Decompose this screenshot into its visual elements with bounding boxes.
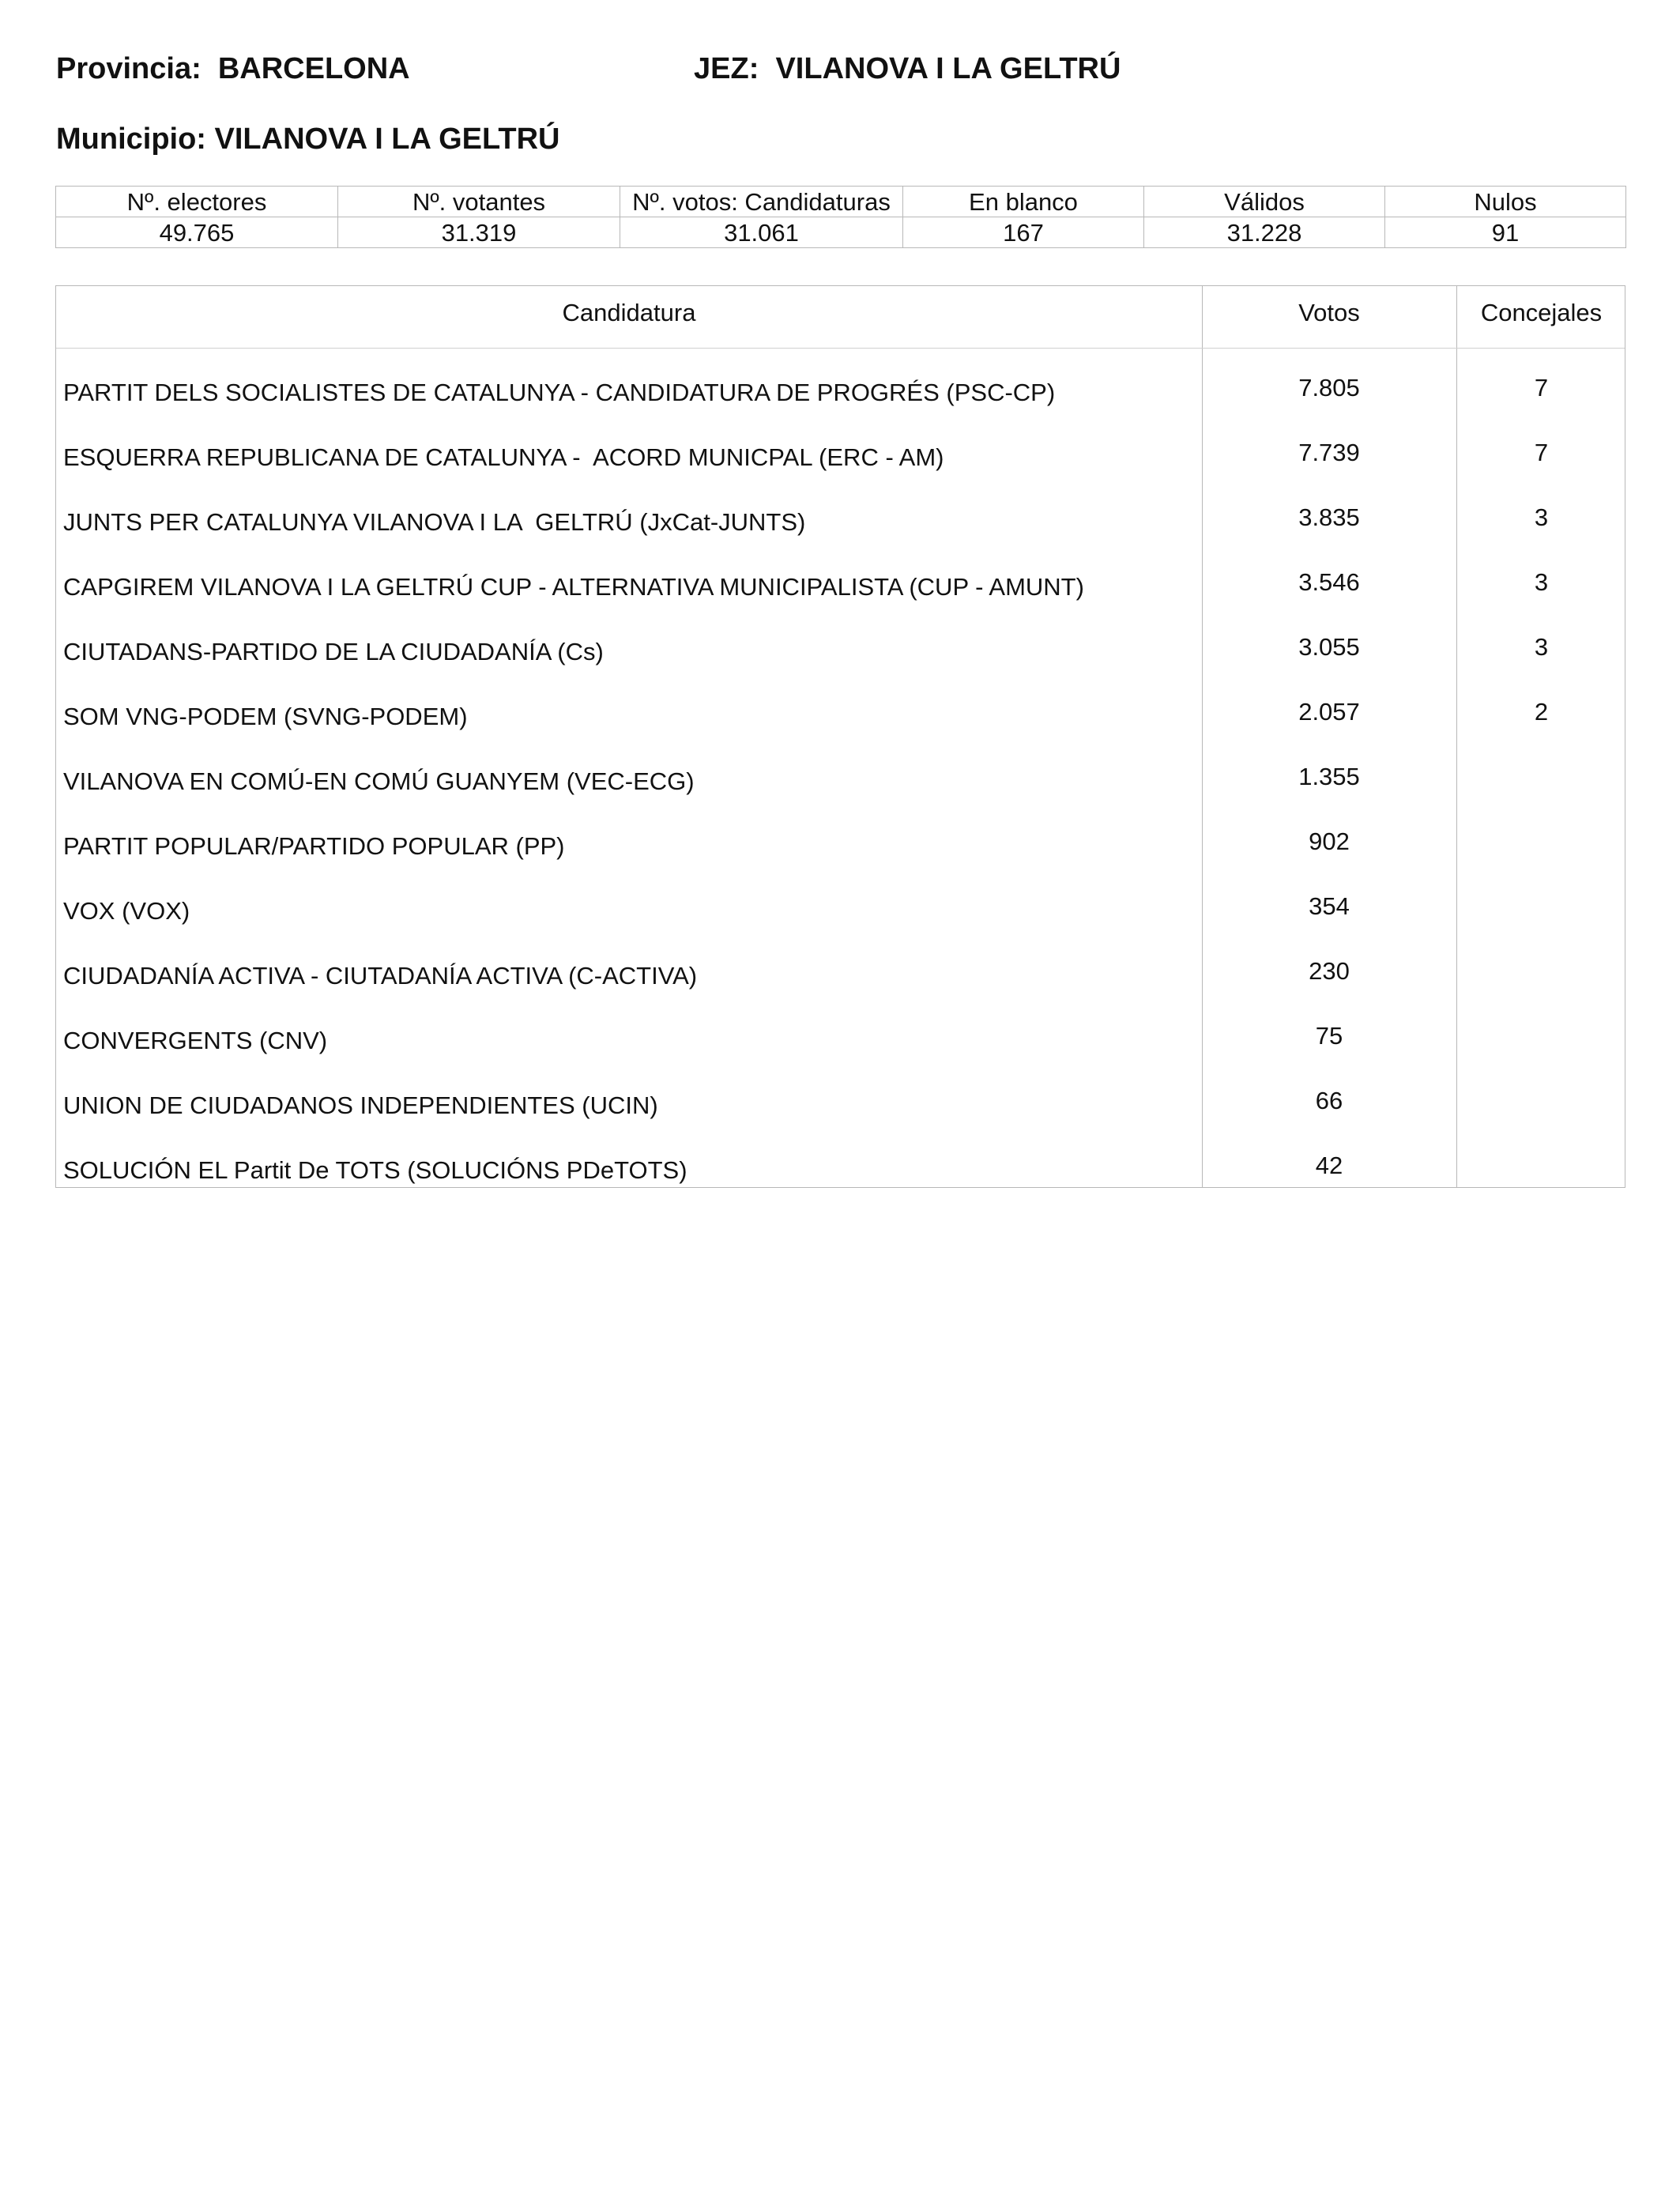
summary-header-votantes: Nº. votantes <box>338 187 620 217</box>
candidatura-name: JUNTS PER CATALUNYA VILANOVA I LA GELTRÚ (JxCat-JUNTS) <box>63 508 806 536</box>
summary-header-votos-candidaturas: Nº. votos: Candidaturas <box>620 187 903 217</box>
votos-value: 902 <box>1309 827 1350 855</box>
results-rows <box>56 352 1625 1195</box>
votos-value: 66 <box>1315 1087 1343 1114</box>
candidatura-name: PARTIT DELS SOCIALISTES DE CATALUNYA - CANDIDATURA DE PROGRÉS (PSC-CP) <box>63 379 1056 406</box>
concejales-value: 2 <box>1534 698 1549 726</box>
summary-value-en-blanco: 167 <box>903 217 1144 248</box>
table-row <box>56 677 1625 741</box>
summary-header-row <box>56 187 1626 217</box>
table-row <box>56 741 1625 806</box>
votos-value: 3.835 <box>1298 503 1360 531</box>
candidatura-name: SOM VNG-PODEM (SVNG-PODEM) <box>63 703 468 730</box>
header-divider <box>56 348 1625 349</box>
votos-value: 354 <box>1309 892 1350 920</box>
votos-value: 42 <box>1315 1152 1343 1179</box>
votos-value: 2.057 <box>1298 698 1360 726</box>
concejales-value: 3 <box>1534 568 1549 596</box>
table-row <box>56 1130 1625 1195</box>
summary-header-en-blanco: En blanco <box>903 187 1144 217</box>
table-row <box>56 352 1625 417</box>
votos-value: 3.055 <box>1298 633 1360 661</box>
candidatura-name: CONVERGENTS (CNV) <box>63 1027 328 1054</box>
candidatura-name: CAPGIREM VILANOVA I LA GELTRÚ CUP - ALTERNATIVA MUNICIPALISTA (CUP - AMUNT) <box>63 573 1084 601</box>
votos-value: 7.805 <box>1298 374 1360 401</box>
summary-header-nulos: Nulos <box>1385 187 1626 217</box>
votos-value: 75 <box>1315 1022 1343 1050</box>
summary-value-votantes: 31.319 <box>338 217 620 248</box>
provincia-heading: Provincia: BARCELONA <box>56 52 410 85</box>
table-row <box>56 1065 1625 1130</box>
column-header-votos: Votos <box>1298 299 1360 326</box>
votos-value: 7.739 <box>1298 439 1360 466</box>
candidatura-name: ESQUERRA REPUBLICANA DE CATALUNYA - ACORD MUNICPAL (ERC - AM) <box>63 443 944 471</box>
summary-value-validos: 31.228 <box>1144 217 1385 248</box>
candidatura-name: VILANOVA EN COMÚ-EN COMÚ GUANYEM (VEC-ECG) <box>63 767 695 795</box>
table-row <box>56 936 1625 1001</box>
votos-value: 3.546 <box>1298 568 1360 596</box>
summary-header-validos: Válidos <box>1144 187 1385 217</box>
municipio-heading: Municipio: VILANOVA I LA GELTRÚ <box>56 123 560 156</box>
table-row <box>56 417 1625 482</box>
concejales-value: 3 <box>1534 633 1549 661</box>
column-header-candidatura: Candidatura <box>562 299 696 326</box>
table-row <box>56 806 1625 871</box>
summary-value-votos-candidaturas: 31.061 <box>620 217 903 248</box>
concejales-value: 7 <box>1534 374 1549 401</box>
summary-value-row <box>56 217 1626 248</box>
candidatura-name: PARTIT POPULAR/PARTIDO POPULAR (PP) <box>63 832 565 860</box>
concejales-value: 7 <box>1534 439 1549 466</box>
table-row <box>56 1001 1625 1065</box>
table-row <box>56 482 1625 547</box>
jez-heading: JEZ: VILANOVA I LA GELTRÚ <box>694 52 1121 85</box>
table-row <box>56 547 1625 612</box>
candidatura-name: VOX (VOX) <box>63 897 190 925</box>
candidatura-name: CIUDADANÍA ACTIVA - CIUTADANÍA ACTIVA (C-ACTIVA) <box>63 962 698 990</box>
candidatura-name: CIUTADANS-PARTIDO DE LA CIUDADANÍA (Cs) <box>63 638 604 665</box>
column-header-concejales: Concejales <box>1480 299 1603 326</box>
summary-value-nulos: 91 <box>1385 217 1626 248</box>
candidatura-name: SOLUCIÓN EL Partit De TOTS (SOLUCIÓNS PDeTOTS) <box>63 1156 687 1184</box>
table-row <box>56 871 1625 936</box>
candidatura-name: UNION DE CIUDADANOS INDEPENDIENTES (UCIN) <box>63 1091 658 1119</box>
votos-value: 230 <box>1309 957 1350 985</box>
summary-header-electores: Nº. electores <box>56 187 338 217</box>
summary-value-electores: 49.765 <box>56 217 338 248</box>
results-table <box>55 285 1625 1188</box>
votos-value: 1.355 <box>1298 763 1360 790</box>
concejales-value: 3 <box>1534 503 1549 531</box>
table-row <box>56 612 1625 677</box>
summary-table <box>55 186 1626 248</box>
